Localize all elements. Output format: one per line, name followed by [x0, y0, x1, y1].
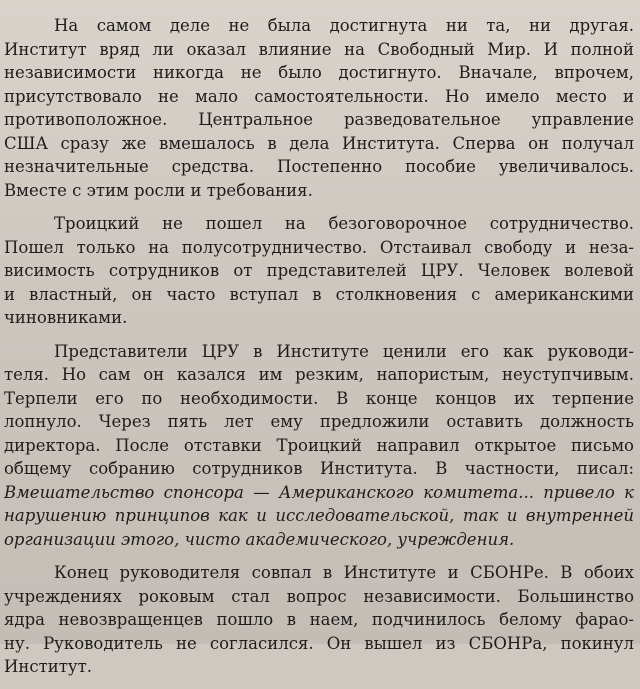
quote-line: нарушению принципов как и исследовательской, так и внутренней [4, 506, 634, 525]
text-line: чиновниками. [4, 308, 128, 327]
paragraph-4 [4, 561, 634, 679]
text-line: Пошел только на полусотрудничество. Отстаивал свободу и неза- [4, 237, 634, 257]
paragraph-1 [4, 14, 634, 202]
body-text [4, 14, 634, 689]
text-line: Терпели его по необходимости. В конце концов их терпение [4, 388, 634, 408]
text-line: присутствовало не мало самостоятельности. Но имело место и [4, 86, 634, 106]
text-line: незначительные средства. Постепенно пособие увеличивалось. [4, 157, 634, 176]
text-line: теля. Но сам он казался им резким, напористым, неуступчивым. [4, 365, 634, 384]
text-line: независимости никогда не было достигнуто. Вначале, впрочем, [4, 63, 634, 82]
text-line: Вместе с этим росли и требования. [4, 180, 313, 200]
paragraph-2 [4, 212, 634, 330]
paragraph-3 [4, 340, 634, 552]
text-line: ядра невозвращенцев пошло в наем, подчинилось белому фарао- [4, 610, 634, 629]
text-line: и властный, он часто вступал в столкновения с американскими [4, 284, 634, 304]
text-line: Институт вряд ли оказал влияние на Свободный Мир. И полной [4, 39, 634, 59]
text-line: Представители ЦРУ в Институте ценили его как руководи- [54, 341, 634, 361]
text-line: Троицкий не пошел на безоговорочное сотрудничество. [54, 214, 634, 233]
text-line: общему собранию сотрудников Института. В частности, писал: [4, 459, 634, 478]
text-line: На самом деле не была достигнута ни та, ни другая. [54, 16, 634, 35]
quote-line: Вмешательство спонсора — Американского комитета... привело к [4, 482, 634, 502]
text-line: директора. После отставки Троицкий направил открытое письмо [4, 435, 634, 455]
text-line: противоположное. Центральное разведовательное управление [4, 110, 634, 129]
text-line: США сразу же вмешалось в дела Института. Сперва он получал [4, 133, 634, 153]
quote-line: организации этого, чисто академического, учреждения. [4, 529, 515, 549]
text-line: Конец руководителя совпал в Институте и СБОНРе. В обоих [54, 563, 634, 582]
text-line: Институт. [4, 657, 92, 676]
text-line: учреждениях роковым стал вопрос независимости. Большинство [4, 586, 634, 606]
text-line: висимость сотрудников от представителей ЦРУ. Человек волевой [4, 261, 634, 280]
text-line: лопнуло. Через пять лет ему предложили оставить должность [4, 412, 634, 431]
text-line: ну. Руководитель не согласился. Он вышел из СБОНРа, покинул [4, 633, 634, 653]
